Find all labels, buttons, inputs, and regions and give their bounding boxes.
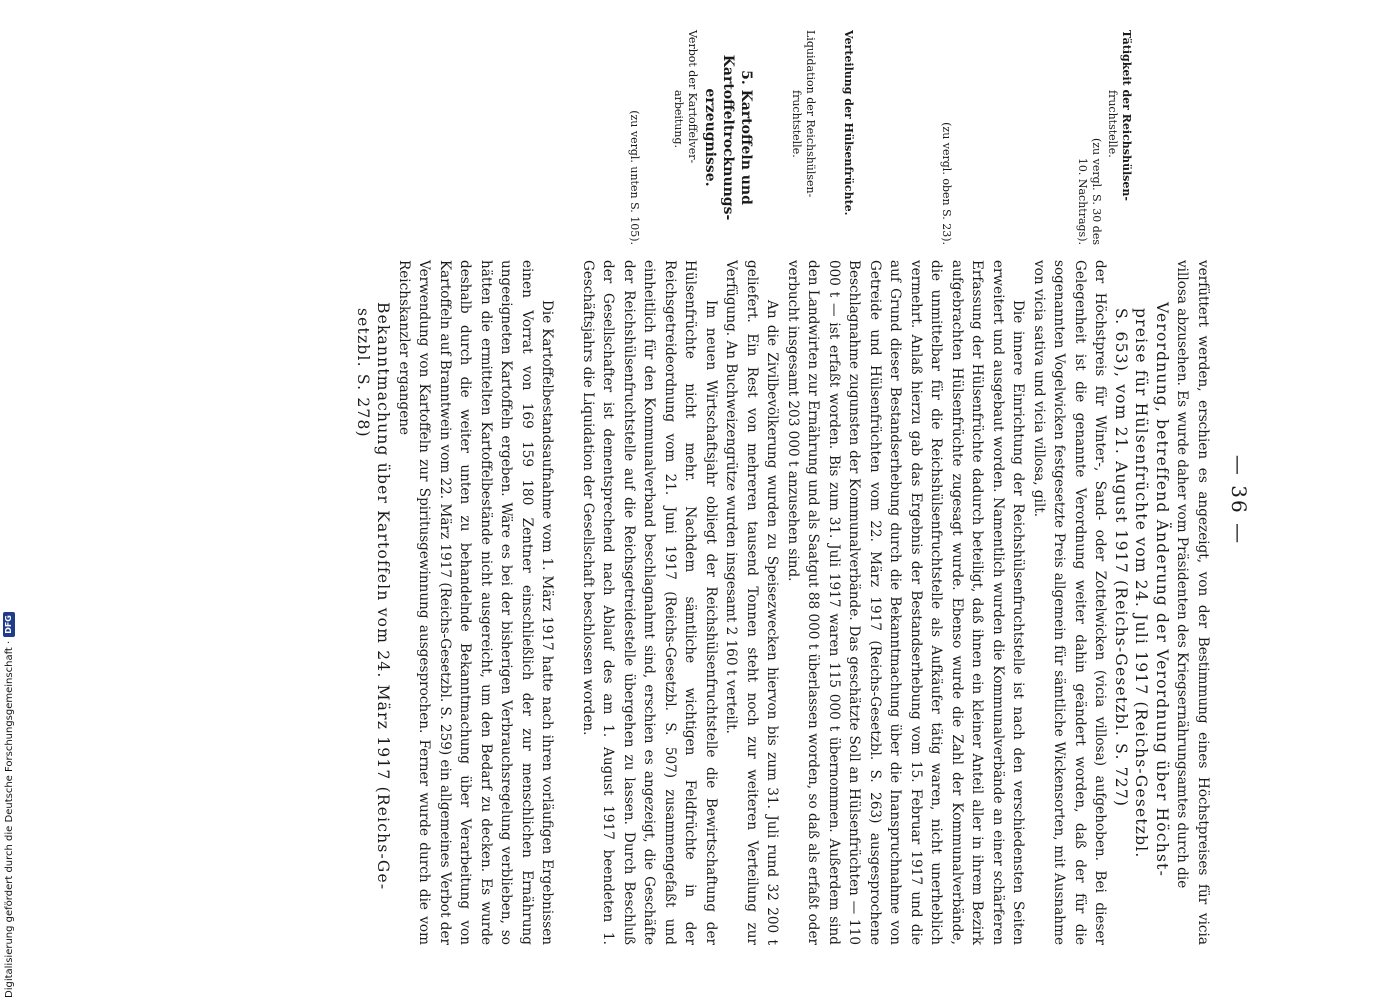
ordinance-title: S. 653), vom 21. August 1917 (Reichs-Gesetzbl. S. 727) <box>1112 308 1130 808</box>
credit-text: Digitalisierung gefördert durch die Deutsche Forschungsgemeinschaft · <box>3 640 15 998</box>
margin-heading: 5. Kartoffeln und Kartoffeltrocknungs- erzeugnisse. Verbot der Kartoffelver- arbeitung. <box>672 30 754 221</box>
margin-note: Tätigkeit der Reichshülsen- fruchtstelle. (zu vergl. S. 30 des 10. Nachtrags). <box>1076 30 1133 245</box>
ordinance-title: preise für Hülsenfrüchte vom 24. Juli 1917 (Reichs-Gesetzbl. <box>1132 308 1151 859</box>
margin-note: (zu vergl. unten S. 105). <box>628 110 641 245</box>
ordinance-title: Verordnung, betreffend Änderung der Verordnung über Höchst- <box>1153 302 1171 878</box>
paragraph: Die Kartoffelbestandsaufnahme vom 1. März 1917 hatte nach ihren vorläufigen Ergebnissen einen Vorrat von 169 159 180 Zentner einschließlich der zur menschlichen Ernährung ungeeigneten Kartoffeln ergeben. Wäre es bei der bisherigen Verbrauchsregelung verblieben, so hätten die ermittelten Kartoffelbestände nicht ausgereicht, um den Bedarf zu decken. Es wurde deshalb durch die weiter unten zu behandelnde Bekanntmachung über Verarbeitung von Kartoffeln auf Branntwein vom 22. März 1917 (Reichs-Gesetzbl. S. 259) ein allgemeines Verbot der Verwendung von Kartoffeln zur Spiritusgewinnung ausgesprochen. Ferner wurde durch die vom Reichskanzler ergangene <box>396 260 556 945</box>
paragraph: An die Zivilbevölkerung wurden zu Speisezwecken hiervon bis zum 31. Juli rund 32 200 t geliefert. Ein Rest von mehreren tausend Tonnen steht noch zur weiteren Verteilung zur Verfügung. An Buchweizengrütze wurden insgesamt 2 160 t verteilt. <box>723 260 781 945</box>
ordinance-title: setzbl. S. 278) <box>354 308 372 438</box>
paragraph: der Höchstpreis für Winter-, Sand- oder Zottelwicken (vicia villosa) aufgehoben. Bei dieser Gelegenheit ist die genannte Verordnung weiter dahin geändert worden, daß der für die sogenannten Vogelwicken festgesetzte Preis allgemein für sämtliche Wickensorten, mit Ausnahme von vicia sativa und vicia villosa, gilt. <box>1031 260 1109 945</box>
paragraph: verfüttert werden, erschien es angezeigt, von der Bestimmung eines Höchstpreises für vicia villosa abzusehen. Es wurde daher vom Präsidenten des Kriegsernährungsamtes durch die <box>1174 260 1211 945</box>
margin-note: (zu vergl. oben S. 23). <box>940 122 953 245</box>
main-column <box>353 260 1214 945</box>
paragraph: Die innere Einrichtung der Reichshülsenfruchtstelle ist nach den verschiedensten Seiten erweitert und ausgebaut worden. Namentlich wurden die Kommunalverbände an einer schärferen Erfassung der Hülsenfrüchte dadurch beteiligt, daß ihnen ein kleiner Anteil aller in ihrem Bezirk aufgebrachten Hülsenfrüchte zugesagt wurde. Ebenso wurde die Zahl der Kommunalverbände, die unmittelbar für die Reichshülsenfruchtstelle als Aufkäufer tätig waren, nicht unerheblich vermehrt. Anlaß hierzu gab das Ergebnis der Bestandserhebung vom 15. Februar 1917 und die auf Grund dieser Bestandserhebung durch die Bekanntmachung über die Inanspruchnahme von Getreide und Hülsenfrüchten vom 22. März 1917 (Reichs-Gesetzbl. S. 263) ausgesprochene Beschlagnahme zugunsten der Kommunalverbände. Das geschätzte Soll an Hülsenfrüchten — 110 000 t — ist erfaßt worden. Bis zum 31. Juli 1917 waren 115 000 t übernommen. Außerdem sind den Landwirten zur Ernährung und als Saatgut 88 000 t überlassen worden, so daß als erfaßt oder verbucht insgesamt 203 000 t anzusehen sind. <box>785 260 1027 945</box>
margin-note: Liquidation der Reichshülsen- fruchtstelle. <box>790 30 817 198</box>
digitization-credit <box>2 600 16 998</box>
margin-note: Verteilung der Hülsenfrüchte. <box>842 30 855 216</box>
paragraph: Im neuen Wirtschaftsjahr obliegt der Reichshülsenfruchtstelle die Bewirtschaftung der Hülsenfrüchte nicht mehr. Nachdem sämtliche wichtigen Feldfrüchte in der Reichsgetreideordnung vom 21. Juni 1917 (Reichs-Gesetzbl. S. 507) zusammengefaßt und einheitlich für den Kommunalverband beschlagnahmt sind, erschien es angezeigt, die Geschäfte der Reichshülsenfruchtstelle auf die Reichsgetreidestelle übergehen zu lassen. Durch Beschluß der Gesellschafter ist dementsprechend nach Ablauf des am 1. August 1917 beendeten 1. Geschäftsjahrs die Liquidation der Gesellschaft beschlossen worden. <box>580 260 719 945</box>
ordinance-title: Bekanntmachung über Kartoffeln vom 24. März 1917 (Reichs-Ge- <box>374 302 393 891</box>
dfg-logo: DFG <box>3 612 15 637</box>
page-number: — 36 — <box>1227 454 1251 546</box>
